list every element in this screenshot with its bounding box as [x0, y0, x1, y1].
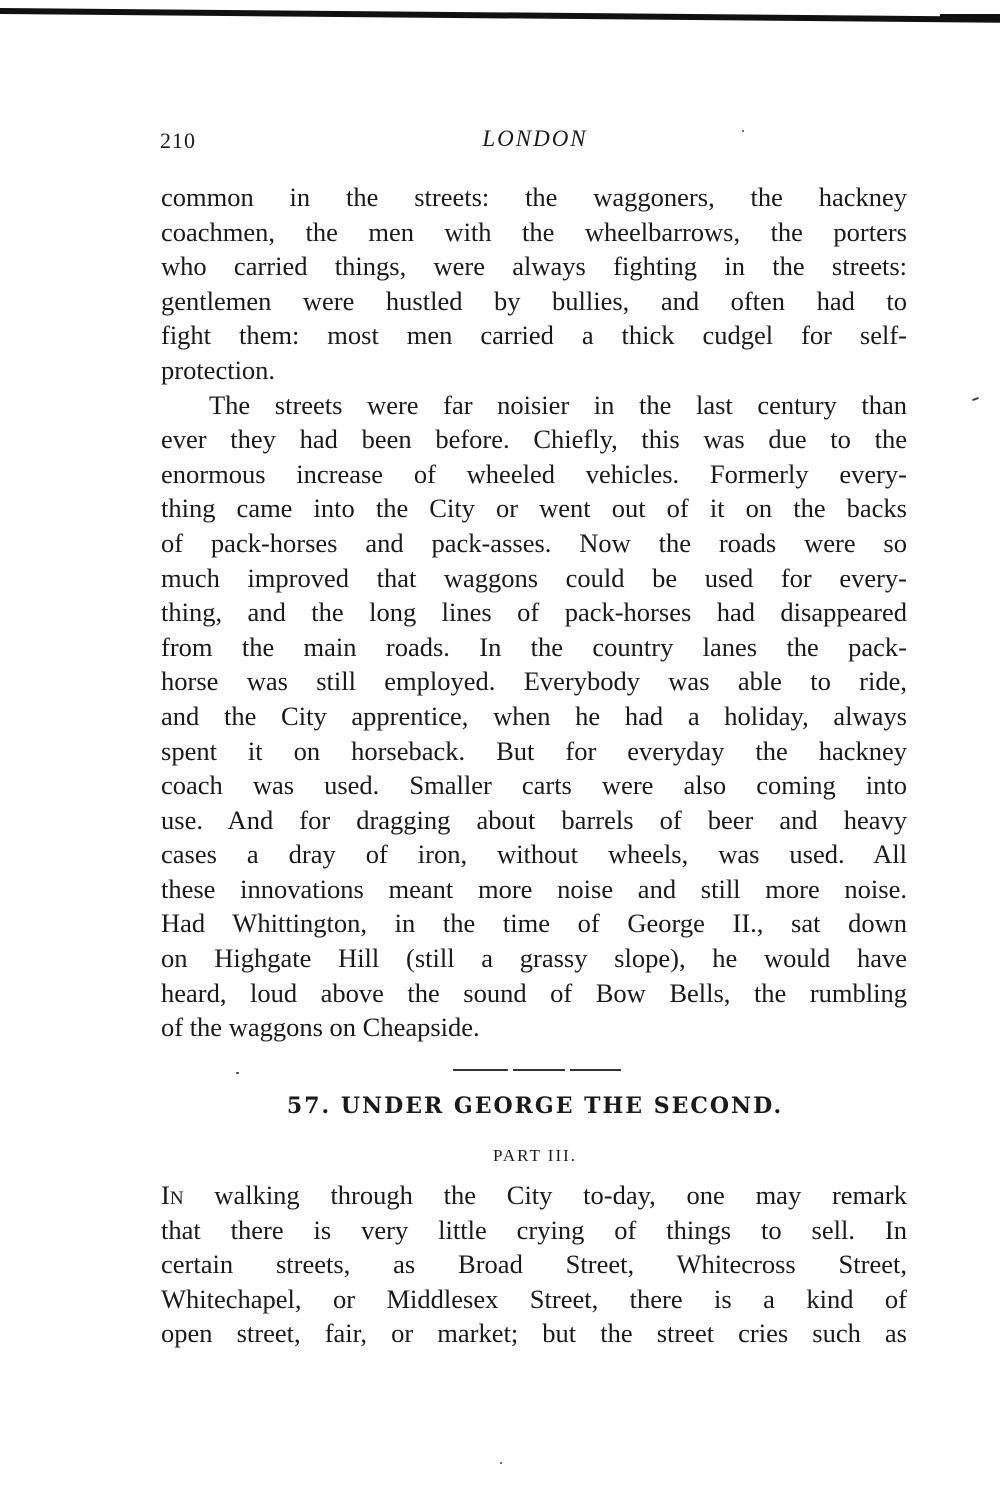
text-line: coachmen, the men with the wheelbarrows, the porters [161, 216, 907, 247]
text-line: ever they had been before. Chiefly, this was due to the [161, 424, 907, 455]
text-line: horse was still employed. Everybody was able to ride, [161, 666, 907, 697]
opening-word: In [161, 1180, 184, 1210]
text-line: from the main roads. In the country lanes the pack- [161, 631, 907, 662]
text-line: on Highgate Hill (still a grassy slope), he would have [161, 943, 907, 974]
text-line: thing, and the long lines of pack-horses had disappeared [161, 597, 907, 628]
text-line-rest: walking through the City to-day, one may remark [183, 1180, 907, 1210]
text-line [161, 1178, 907, 1213]
body-text [161, 180, 907, 1045]
text-line: common in the streets: the waggoners, the hackney [161, 182, 907, 212]
text-line: much improved that waggons could be used for every- [161, 562, 907, 593]
paper-speck [972, 397, 979, 401]
text-line: certain streets, as Broad Street, Whitecross Street, [161, 1249, 907, 1280]
page-number: 210 [160, 128, 196, 153]
text-line: use. And for dragging about barrels of beer and heavy [161, 804, 907, 835]
text-line: gentlemen were hustled by bullies, and often had to [161, 285, 907, 316]
text-line: Had Whittington, in the time of George II., sat down [161, 908, 907, 939]
text-line: these innovations meant more noise and still more noise. [161, 873, 907, 904]
top-edge-rule [0, 8, 1000, 23]
text-line: The streets were far noisier in the last century than [209, 389, 907, 420]
top-edge-rule-tail [940, 14, 1000, 22]
paper-speck [236, 1072, 239, 1074]
text-line: thing came into the City or went out of it on the backs [161, 493, 907, 524]
text-line: that there is very little crying of things to sell. In [161, 1214, 907, 1245]
text-line: Whitechapel, or Middlesex Street, there is a kind of [161, 1283, 907, 1314]
section-divider [453, 1069, 621, 1071]
text-line: open street, fair, or market; but the street cries such as [161, 1318, 907, 1349]
text-line: who carried things, were always fighting in the streets: [161, 251, 907, 282]
running-title: LONDON [482, 126, 588, 151]
text-line: fight them: most men carried a thick cudgel for self- [161, 320, 907, 351]
text-line: of the waggons on Cheapside. [161, 1012, 480, 1043]
section-subheading: PART III. [492, 1146, 578, 1165]
text-line: cases a dray of iron, without wheels, was used. All [161, 839, 907, 870]
paper-speck [500, 1462, 502, 1464]
text-line: and the City apprentice, when he had a holiday, always [161, 700, 907, 731]
text-line: heard, loud above the sound of Bow Bells, the rumbling [161, 977, 907, 1008]
text-line: of pack-horses and pack-asses. Now the roads were so [161, 527, 907, 558]
text-line: protection. [161, 354, 276, 385]
section-heading: 57. UNDER GEORGE THE SECOND. [286, 1093, 784, 1119]
text-line: spent it on horseback. But for everyday the hackney [161, 735, 907, 766]
text-line: enormous increase of wheeled vehicles. Formerly every- [161, 458, 907, 489]
text-line: coach was used. Smaller carts were also coming into [161, 770, 907, 801]
paper-speck [742, 130, 744, 132]
section-body-text [161, 1178, 907, 1351]
